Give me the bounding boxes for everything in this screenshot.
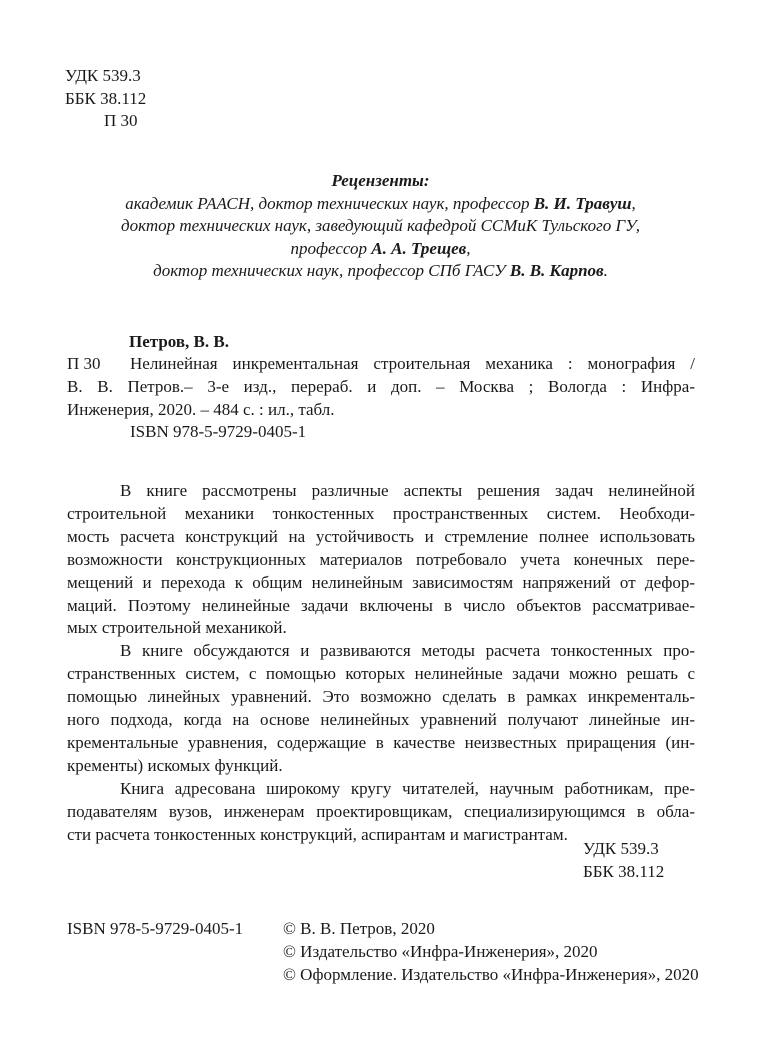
- reviewer-1-punct: ,: [631, 193, 636, 213]
- abstract-line: крементальные уравнения, содержащие в качестве неизвестных приращения (ин-: [67, 732, 695, 752]
- bib-line-2: В. В. Петров.– 3-е изд., перераб. и доп. – Москва ; Вологда : Инфра-: [67, 377, 695, 396]
- abstract-line: В книге обсуждаются и развиваются методы расчета тонкостенных про-: [120, 641, 695, 661]
- reviewer-3-name: В. В. Карпов: [509, 261, 604, 281]
- copyright-isbn: ISBN 978-5-9729-0405-1: [67, 919, 244, 938]
- abstract-line: В книге рассмотрены различные аспекты решения задач нелинейной: [120, 481, 695, 500]
- abstract-line: мых строительной механикой.: [67, 618, 287, 638]
- abstract-line: мещений и перехода к общим нелинейным зависимостям напряжений от дефор-: [67, 572, 695, 592]
- bib-isbn: ISBN 978-5-9729-0405-1: [130, 422, 307, 441]
- abstract: [67, 480, 695, 847]
- bbk-code: ББК 38.112: [65, 89, 147, 108]
- copyright-publisher: © Издательство «Инфра-Инженерия», 2020: [283, 942, 598, 961]
- reviewer-1-title: академик РААСН, доктор технических наук, профессор: [125, 193, 534, 213]
- reviewer-2-punct: ,: [466, 238, 471, 258]
- abstract-line: подавателям вузов, инженерам проектировщикам, специализирующимся в обла-: [67, 801, 695, 821]
- abstract-line: странственных систем, с помощью которых нелинейные задачи можно решать с: [67, 664, 695, 684]
- abstract-line: маций. Поэтому нелинейные задачи включены в число объектов рассматривае-: [67, 595, 695, 615]
- author-mark: П 30: [104, 111, 138, 130]
- copyright-author: © В. В. Петров, 2020: [283, 919, 435, 938]
- reviewer-3-title: доктор технических наук, профессор СПб ГАСУ: [153, 261, 510, 281]
- copyright-design: © Оформление. Издательство «Инфра-Инженерия», 2020: [283, 965, 699, 984]
- bib-line-1: Нелинейная инкрементальная строительная механика : монография /: [130, 354, 695, 373]
- reviewers-heading: Рецензенты:: [331, 171, 430, 190]
- abstract-line: сти расчета тонкостенных конструкций, аспирантам и магистрантам.: [67, 824, 568, 844]
- bib-mark: П 30: [67, 354, 101, 373]
- abstract-line: кременты) искомых функций.: [67, 755, 283, 775]
- reviewers-block: [60, 170, 701, 283]
- abstract-line: возможности конструкционных материалов потребовало учета конечных пере-: [67, 549, 695, 569]
- abstract-line: строительной механики тонкостенных пространственных систем. Необходи-: [67, 503, 695, 523]
- reviewer-1-name: В. И. Травуш: [533, 193, 632, 213]
- reviewer-3-punct: .: [603, 261, 608, 281]
- reviewer-2-name: А. А. Трещев: [371, 238, 467, 258]
- reviewer-3: [60, 260, 701, 283]
- reviewer-1: [60, 193, 701, 216]
- abstract-line: Книга адресована широкому кругу читателей, научным работникам, пре-: [120, 778, 695, 798]
- bottom-bbk-code: ББК 38.112: [583, 862, 665, 881]
- abstract-line: мость расчета конструкций на устойчивость и стремление полнее использовать: [67, 526, 695, 546]
- reviewer-2-title: доктор технических наук, заведующий кафедрой ССМиК Тульского ГУ,: [121, 216, 640, 236]
- udk-code: УДК 539.3: [65, 66, 141, 85]
- abstract-line: ного подхода, когда на основе нелинейных уравнений получают линейные ин-: [67, 710, 695, 730]
- bib-author-heading: Петров, В. В.: [129, 332, 229, 351]
- reviewer-2-rank: профессор: [290, 238, 372, 258]
- reviewer-2: [60, 238, 701, 261]
- bottom-udk-code: УДК 539.3: [583, 839, 659, 858]
- bib-line-3: Инженерия, 2020. – 484 с. : ил., табл.: [67, 400, 335, 419]
- abstract-line: помощью линейных уравнений. Это возможно сделать в рамках инкременталь-: [67, 687, 695, 707]
